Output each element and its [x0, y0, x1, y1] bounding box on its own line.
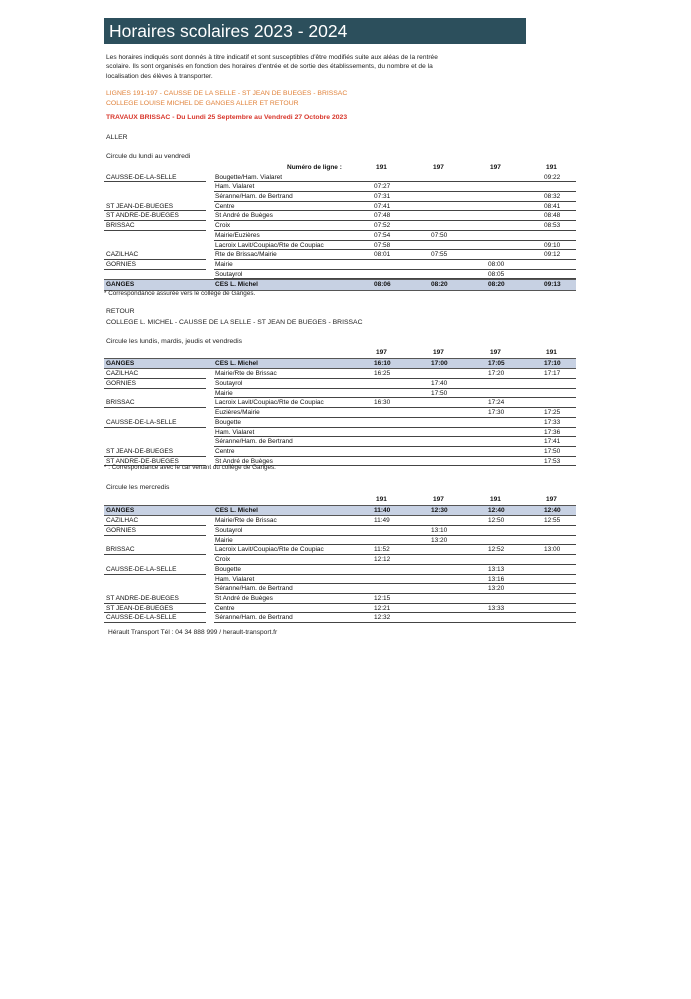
city-cell: CAZILHAC — [106, 517, 139, 525]
time-cell: 13:16 — [488, 575, 505, 583]
city-underline — [104, 622, 206, 623]
stop-cell: St André de Buèges — [215, 212, 273, 220]
stop-cell: Lacroix Lavit/Coupiac/Rte de Coupiac — [215, 399, 324, 407]
time-cell: 08:53 — [544, 222, 561, 230]
time-cell: 12:52 — [488, 546, 505, 554]
table-row — [104, 270, 576, 280]
time-cell: 17:25 — [544, 409, 561, 417]
time-cell: 07:27 — [374, 183, 391, 191]
stop-cell: Séranne/Ham. de Bertrand — [215, 438, 293, 446]
stop-cell: Séranne/Ham. de Bertrand — [215, 193, 293, 201]
intro-line: localisation des élèves à transporter. — [106, 72, 213, 80]
page-title: Horaires scolaires 2023 - 2024 — [104, 18, 526, 44]
table-row — [104, 545, 576, 555]
time-cell: 07:50 — [431, 231, 448, 239]
table-row — [104, 418, 576, 428]
line-number: 197 — [490, 164, 501, 171]
time-cell: 11:40 — [374, 506, 391, 514]
time-cell: 12:15 — [374, 594, 391, 602]
table-row — [104, 555, 576, 565]
stop-cell: Lacroix Lavit/Coupiac/Rte de Coupiac — [215, 546, 324, 554]
stop-cell: CES L. Michel — [215, 281, 258, 289]
time-cell: 12:21 — [374, 604, 391, 612]
time-cell: 07:54 — [374, 231, 391, 239]
time-cell: 16:30 — [374, 399, 391, 407]
table-row — [104, 211, 576, 221]
table-row — [104, 594, 576, 604]
intro-line: Les horaires indiqués sont donnés à titre indicatif et sont susceptibles d'être modifiés suite aux aléas de la rentrée — [106, 54, 438, 61]
city-cell: CAUSSE-DE-LA-SELLE — [106, 173, 177, 181]
time-cell: 07:58 — [374, 241, 391, 249]
time-cell: 16:10 — [374, 359, 391, 367]
time-cell: 17:10 — [544, 359, 561, 367]
time-cell: 12:50 — [488, 517, 505, 525]
table-row — [104, 389, 576, 399]
line-number: 191 — [490, 496, 501, 503]
stop-cell: Séranne/Ham. de Bertrand — [215, 614, 293, 622]
stop-cell: Mairie/Euzières — [215, 231, 260, 239]
city-cell: GANGES — [106, 281, 135, 289]
lines-info — [106, 89, 347, 108]
city-cell: CAUSSE-DE-LA-SELLE — [106, 565, 177, 573]
line-number: 191 — [546, 349, 557, 356]
table-row — [104, 536, 576, 546]
city-cell: ST ANDRE-DE-BUEGES — [106, 212, 179, 220]
time-cell: 17:36 — [544, 428, 561, 436]
table-row — [104, 604, 576, 614]
intro-text — [106, 53, 516, 81]
time-cell: 09:13 — [544, 281, 561, 289]
table-row — [104, 173, 576, 183]
time-cell: 08:20 — [488, 281, 505, 289]
time-cell: 17:33 — [544, 418, 561, 426]
time-cell: 12:12 — [374, 556, 391, 564]
line-number: 197 — [433, 496, 444, 503]
stop-cell: Euzières/Mairie — [215, 409, 260, 417]
line-number: 191 — [546, 164, 557, 171]
time-cell: 16:25 — [374, 370, 391, 378]
table-row — [104, 408, 576, 418]
city-cell: GORNIES — [106, 260, 136, 268]
time-cell: 17:40 — [431, 380, 448, 388]
line-number-header — [104, 348, 576, 358]
stop-cell: St André de Buèges — [215, 594, 273, 602]
city-cell: CAUSSE-DE-LA-SELLE — [106, 614, 177, 622]
time-cell: 08:20 — [431, 281, 448, 289]
retour-schedule: Circule les lundis, mardis, jeudis et vendredis — [106, 338, 242, 345]
time-cell: 17:30 — [488, 409, 505, 417]
line-number: 197 — [433, 349, 444, 356]
stop-cell: Ham. Vialaret — [215, 428, 255, 436]
table-row — [104, 575, 576, 585]
intro-line: scolaire. Ils sont organisés en fonction des horaires d'entrée et de sortie des établissements, du nombre et de la — [106, 63, 433, 71]
time-cell: 17:41 — [544, 438, 561, 446]
stop-cell: Centre — [215, 202, 235, 210]
stop-cell: CES L. Michel — [215, 359, 258, 367]
aller-schedule: Circule du lundi au vendredi — [106, 153, 191, 160]
time-cell: 11:49 — [374, 517, 390, 525]
footer-contact: Hérault Transport Tél : 04 34 888 999 / herault-transport.fr — [108, 629, 278, 636]
time-cell: 13:20 — [488, 585, 505, 593]
time-cell: 17:24 — [488, 399, 505, 407]
stop-cell: CES L. Michel — [215, 506, 258, 514]
city-cell: ST JEAN-DE-BUEGES — [106, 604, 174, 612]
time-cell: 17:20 — [488, 370, 505, 378]
time-cell: 13:10 — [431, 527, 448, 535]
time-cell: 08:01 — [374, 251, 391, 259]
table-row — [104, 565, 576, 575]
stop-cell: Mairie — [215, 260, 233, 268]
time-cell: 07:41 — [374, 202, 391, 210]
highlight-row — [104, 358, 576, 370]
city-cell: CAZILHAC — [106, 251, 139, 259]
table-row — [104, 398, 576, 408]
stop-cell: Séranne/Ham. de Bertrand — [215, 585, 293, 593]
time-cell: 11:52 — [374, 546, 390, 554]
time-cell: 08:41 — [544, 202, 561, 210]
time-cell: 17:00 — [431, 359, 448, 367]
line-number: 191 — [376, 164, 387, 171]
time-cell: 08:05 — [488, 270, 505, 278]
retour-heading: RETOUR — [106, 308, 135, 315]
city-cell: ST ANDRE-DE-BUEGES — [106, 457, 179, 465]
time-cell: 09:10 — [544, 241, 561, 249]
line-number: 197 — [376, 349, 387, 356]
table-row — [104, 192, 576, 202]
stop-cell: Croix — [215, 222, 231, 230]
stop-cell: Ham. Vialaret — [215, 183, 255, 191]
city-cell: GORNIES — [106, 527, 136, 535]
time-cell: 17:50 — [544, 447, 561, 455]
stop-cell: Ham. Vialaret — [215, 575, 255, 583]
line-number: 197 — [433, 164, 444, 171]
table-row — [104, 516, 576, 526]
line-number: 197 — [490, 349, 501, 356]
stop-cell: Soutayrol — [215, 380, 243, 388]
time-cell: 17:53 — [544, 457, 561, 465]
table-row — [104, 241, 576, 251]
city-cell: ST JEAN-DE-BUEGES — [106, 202, 174, 210]
time-cell: 12:55 — [544, 517, 561, 525]
stop-cell: Mairie/Rte de Brissac — [215, 370, 277, 378]
mercredi-schedule: Circule les mercredis — [106, 484, 170, 491]
time-cell: 12:40 — [544, 506, 561, 514]
aller-heading: ALLER — [106, 134, 128, 141]
table-row — [104, 613, 576, 623]
time-cell: 13:20 — [431, 536, 448, 544]
table-row — [104, 428, 576, 438]
stop-cell: St André de Buèges — [215, 457, 273, 465]
stop-cell: Mairie — [215, 389, 233, 397]
time-cell: 12:40 — [488, 506, 505, 514]
stop-cell: Centre — [215, 604, 235, 612]
time-cell: 13:00 — [544, 546, 561, 554]
table-row — [104, 260, 576, 270]
stop-cell: Bougette — [215, 418, 242, 426]
stop-cell: Rte de Brissac/Mairie — [215, 251, 277, 259]
city-cell: CAZILHAC — [106, 370, 139, 378]
table-row — [104, 369, 576, 379]
stop-cell: Croix — [215, 556, 231, 564]
time-cell: 07:55 — [431, 251, 448, 259]
mercredi-table — [104, 495, 576, 623]
time-cell: 08:00 — [488, 260, 505, 268]
table-row — [104, 221, 576, 231]
stop-cell: Lacroix Lavit/Coupiac/Rte de Coupiac — [215, 241, 324, 249]
time-cell: 09:12 — [544, 251, 561, 259]
time-cell: 08:06 — [374, 281, 391, 289]
city-cell: BRISSAC — [106, 546, 135, 554]
time-cell: 17:05 — [488, 359, 505, 367]
table-row — [104, 526, 576, 536]
works-notice: TRAVAUX BRISSAC - Du Lundi 25 Septembre au Vendredi 27 Octobre 2023 — [106, 114, 348, 121]
time-cell: 13:13 — [488, 565, 505, 573]
table-row — [104, 202, 576, 212]
line-number: 191 — [376, 496, 387, 503]
table-row — [104, 250, 576, 260]
retour-subheading: COLLEGE L. MICHEL - CAUSSE DE LA SELLE - ST JEAN DE BUEGES - BRISSAC — [106, 319, 363, 326]
time-cell: 08:32 — [544, 193, 561, 201]
time-cell: 17:17 — [544, 370, 561, 378]
table-row — [104, 182, 576, 192]
city-cell: ST ANDRE-DE-BUEGES — [106, 594, 179, 602]
city-cell: GORNIES — [106, 380, 136, 388]
stop-cell: Soutayrol — [215, 527, 243, 535]
stop-cell: Mairie — [215, 536, 233, 544]
lines-info-line: COLLEGE LOUISE MICHEL DE GANGES ALLER ET RETOUR — [106, 99, 299, 107]
city-cell: GANGES — [106, 506, 135, 514]
line-number-label: Numéro de ligne : — [287, 164, 342, 171]
city-cell: BRISSAC — [106, 399, 135, 407]
line-number-header — [104, 495, 576, 505]
lines-info-line: LIGNES 191-197 - CAUSSE DE LA SELLE - ST JEAN DE BUEGES - BRISSAC — [106, 90, 348, 97]
time-cell: 07:31 — [374, 193, 391, 201]
time-cell: 17:50 — [431, 389, 448, 397]
retour-note: * : Correspondance avec le car venant du collège de Ganges. — [104, 464, 276, 471]
time-cell: 08:48 — [544, 212, 561, 220]
row-underline — [214, 622, 576, 623]
line-number-header — [104, 163, 576, 173]
table-row — [104, 437, 576, 447]
city-cell: ST JEAN-DE-BUEGES — [106, 447, 174, 455]
stop-cell: Soutayrol — [215, 270, 243, 278]
table-row — [104, 231, 576, 241]
city-cell: GANGES — [106, 359, 135, 367]
time-cell: 12:30 — [431, 506, 448, 514]
time-cell: 07:52 — [374, 222, 391, 230]
time-cell: 09:22 — [544, 173, 561, 181]
stop-cell: Centre — [215, 447, 235, 455]
time-cell: 12:32 — [374, 614, 391, 622]
time-cell: 13:33 — [488, 604, 505, 612]
city-cell: CAUSSE-DE-LA-SELLE — [106, 418, 177, 426]
stop-cell: Bougette/Ham. Vialaret — [215, 173, 283, 181]
stop-cell: Bougette — [215, 565, 242, 573]
table-row — [104, 379, 576, 389]
table-row — [104, 447, 576, 457]
table-row — [104, 584, 576, 594]
time-cell: 07:48 — [374, 212, 391, 220]
aller-table — [104, 163, 576, 291]
retour-table — [104, 348, 576, 466]
line-number: 197 — [546, 496, 557, 503]
highlight-row — [104, 505, 576, 517]
city-cell: BRISSAC — [106, 222, 135, 230]
aller-note: * Correspondance assurée vers le collège de Ganges. — [104, 290, 256, 297]
stop-cell: Mairie/Rte de Brissac — [215, 517, 277, 525]
